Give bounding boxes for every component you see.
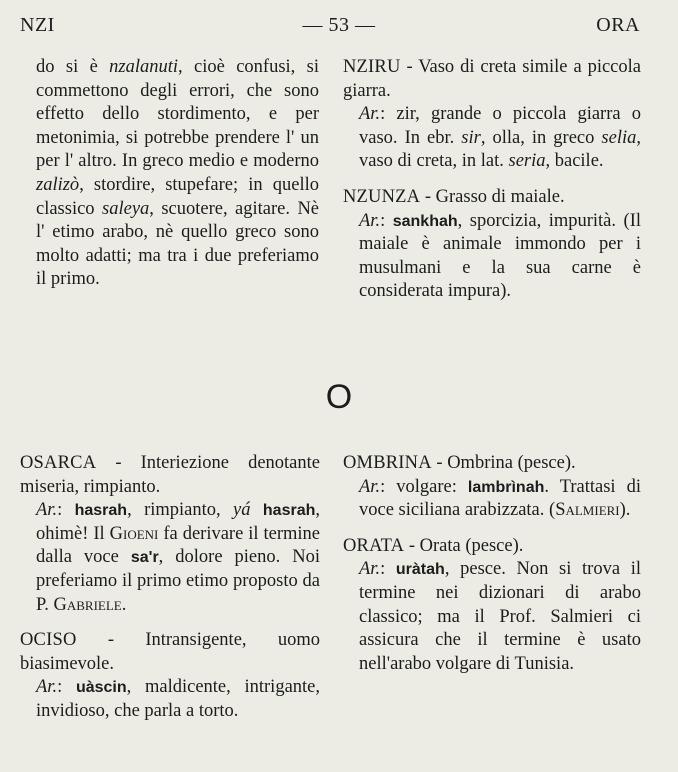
header-left-guide-word: NZI [20,14,55,36]
entry-nzunza: NZUNZA - Grasso di maiale. Ar.: sankhah, sporcizia, impurità. (Il maiale è animale immondo per i musulmani e la sua carne è considerata impura). [343,186,641,302]
headword: OCISO [20,630,77,651]
entry-orata: ORATA - Orata (pesce). Ar.: uràtah, pesce. Non si trova il termine nei dizionari di arabo classico; ma il Prof. Salmieri ci assicura che il termine è usato nell'arabo volgare di Tunisia. [343,535,642,674]
left-column-bottom [20,452,320,736]
entry-osarca: OSARCA - Interiezione denotante miseria, rimpianto. Ar.: hasrah, rimpianto, yá hasrah, ohimè! Il Gioeni fa derivare il termine dalla voce sa'r, dolore pieno. Noi preferiamo il primo etimo proposto da P. Gabriele. [20,453,321,615]
headword: NZIRU [343,57,401,77]
right-column-top [343,56,641,316]
headword: OSARCA [20,453,97,473]
continuation-paragraph: do si è nzalanuti, cioè confusi, si commettono degli errori, che sono effetto dello stordimento, e per metonimia, si potrebbe prendere l' un per l' altro. In greco medio e moderno zalizò, stordire, stupefare; in quello classico saleya, scuotere, agitare. Nè l' etimo arabo, nè quello greco sono molto adatti; ma tra i due preferiamo il primo. [36,57,320,290]
entry-nziru: NZIRU - Vaso di creta simile a piccola giarra. Ar.: zir, grande o piccola giarra o vaso. In ebr. sir, olla, in greco selia, vaso di creta, in lat. seria, bacile. [343,57,641,172]
page-number: — 53 — [302,14,376,36]
section-letter: O [325,378,353,416]
right-column-bottom [343,452,641,688]
header-right-guide-word: ORA [596,14,640,36]
headword: NZUNZA [343,186,421,207]
headword: OMBRINA [343,453,432,473]
entry-ombrina: OMBRINA - Ombrina (pesce). Ar.: volgare: lambrìnah. Trattasi di voce siciliana arabizzata. (Salmieri). [343,453,641,521]
headword: ORATA [343,535,405,556]
entry-ociso: OCISO - Intransigente, uomo biasimevole. Ar.: uàscin, maldicente, intrigante, invidioso, che parla a torto. [20,630,321,721]
